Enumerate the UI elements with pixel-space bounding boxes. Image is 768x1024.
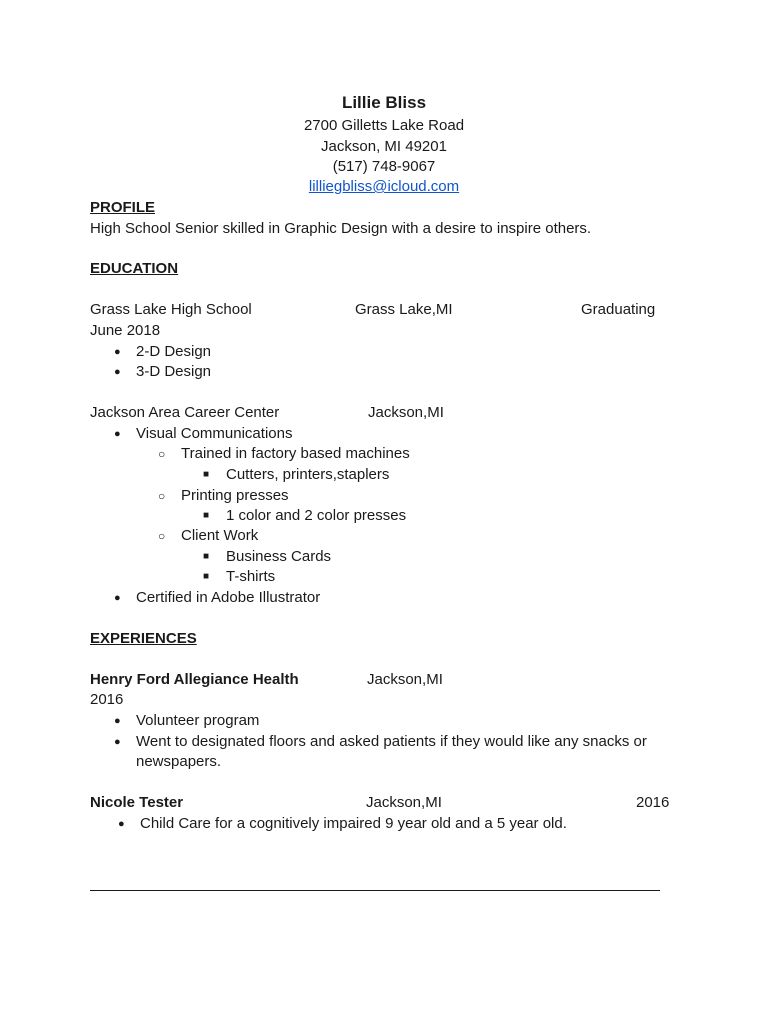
phone-number: (517) 748-9067	[332, 158, 436, 175]
school2-location: Jackson,MI	[368, 404, 444, 421]
list-item: ○ Printing presses	[181, 486, 289, 506]
list-item: ■ T-shirts	[226, 567, 275, 587]
profile-text: High School Senior skilled in Graphic Design with a desire to inspire others.	[90, 220, 592, 237]
job1-location: Jackson,MI	[367, 671, 443, 688]
email-link[interactable]: lilliegbliss@icloud.com	[308, 178, 460, 195]
bottom-rule	[90, 890, 660, 891]
school1-location: Grass Lake,MI	[355, 301, 453, 318]
school1-date: June 2018	[90, 322, 161, 339]
school1-name: Grass Lake High School	[90, 301, 252, 318]
list-item: ● 2-D Design	[136, 342, 211, 362]
job2-year: 2016	[636, 794, 670, 811]
address-city: Jackson, MI 49201	[321, 138, 447, 155]
address-street: 2700 Gilletts Lake Road	[303, 117, 465, 134]
resume-name: Lillie Bliss	[341, 93, 427, 112]
job2-location: Jackson,MI	[366, 794, 442, 811]
job1-year: 2016	[90, 691, 124, 708]
job1-employer: Henry Ford Allegiance Health	[90, 671, 299, 688]
list-item: ● Went to designated floors and asked patients if they would like any snacks or	[136, 732, 647, 752]
school1-status: Graduating	[581, 301, 656, 318]
list-item: ■ Cutters, printers,staplers	[226, 465, 389, 485]
email-container	[0, 177, 768, 197]
list-item: ● Child Care for a cognitively impaired 9 year old and a 5 year old.	[140, 814, 567, 834]
list-item-continuation: newspapers.	[136, 753, 222, 770]
list-item: ● Volunteer program	[136, 711, 259, 731]
school2-name: Jackson Area Career Center	[90, 404, 280, 421]
list-item: ○ Client Work	[181, 526, 258, 546]
experiences-heading: EXPERIENCES	[90, 630, 197, 647]
job2-employer: Nicole Tester	[90, 794, 184, 811]
profile-heading: PROFILE	[90, 199, 156, 216]
list-item: ● Visual Communications	[136, 424, 292, 444]
list-item: ■ 1 color and 2 color presses	[226, 506, 406, 526]
list-item: ● Certified in Adobe Illustrator	[136, 588, 320, 608]
list-item: ○ Trained in factory based machines	[181, 444, 410, 464]
list-item: ■ Business Cards	[226, 547, 331, 567]
list-item: ● 3-D Design	[136, 362, 211, 382]
education-heading: EDUCATION	[90, 260, 179, 277]
